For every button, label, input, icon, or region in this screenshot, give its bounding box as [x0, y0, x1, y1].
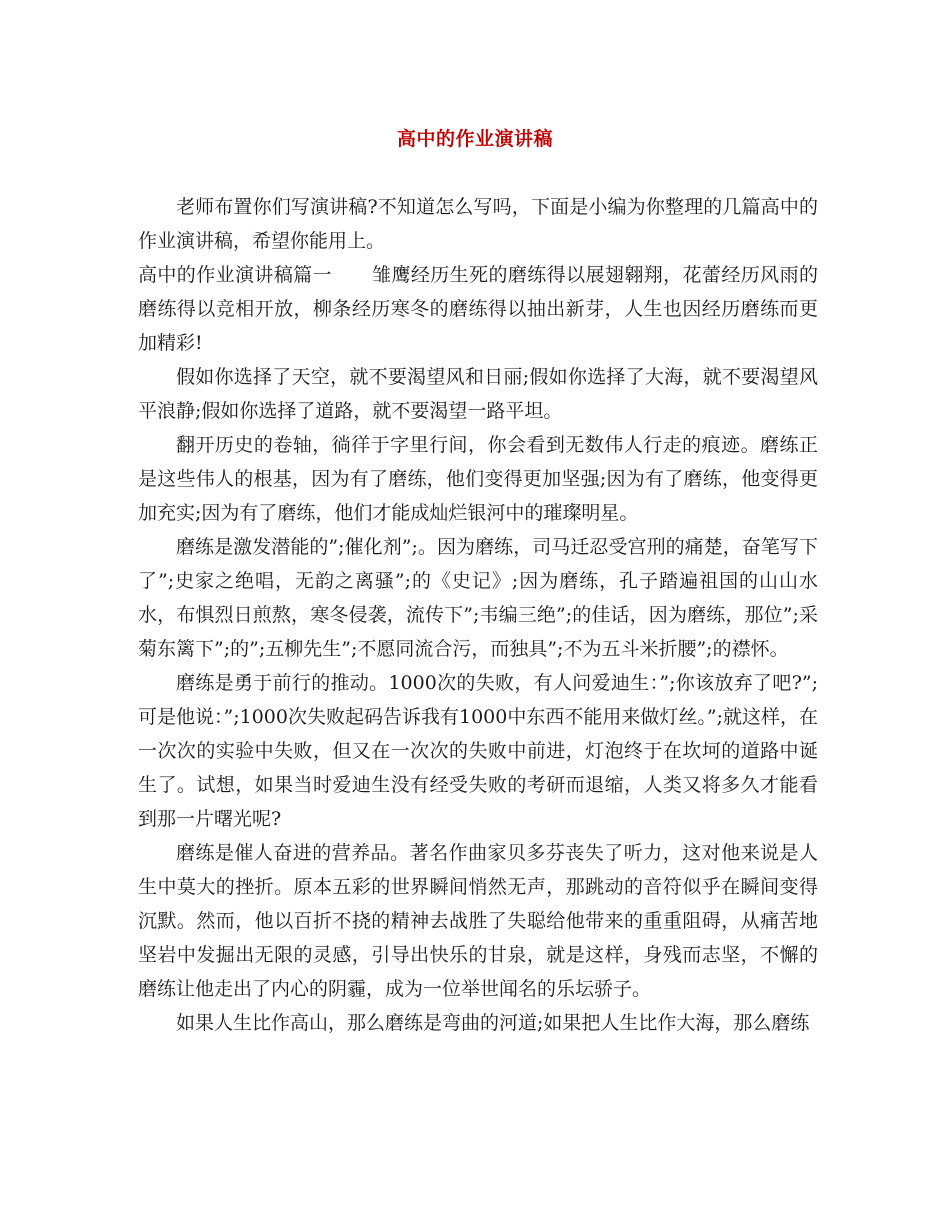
intro-paragraph: 老师布置你们写演讲稿?不知道怎么写吗，下面是小编为你整理的几篇高中的作业演讲稿，希望你能用上。 [138, 196, 818, 252]
body-paragraph: 磨练是催人奋进的营养品。著名作曲家贝多芬丧失了听力，这对他来说是人生中莫大的挫折。原本五彩的世界瞬间悄然无声，那跳动的音符似乎在瞬间变得沉默。然而，他以百折不挠的精神去战胜了失聪给他带来的重重阻碍，从痛苦地坚岩中发掘出无限的灵感，引导出快乐的甘泉，就是这样，身残而志坚，不懈的磨练让他走出了内心的阴霾，成为一位举世闻名的乐坛骄子。 [138, 842, 818, 1000]
document-title: 高中的作业演讲稿 [396, 128, 553, 150]
section-one-paragraph [138, 258, 818, 360]
section-label: 高中的作业演讲稿篇一 [138, 264, 333, 286]
section-first-paragraph: 雏鹰经历生死的磨练得以展翅翱翔，花蕾经历风雨的磨练得以竞相开放，柳条经历寒冬的磨练得以抽出新芽，人生也因经历磨练而更加精彩! [138, 264, 818, 354]
body-paragraph: 假如你选择了天空，就不要渴望风和日丽;假如你选择了大海，就不要渴望风平浪静;假如你选择了道路，就不要渴望一路平坦。 [138, 366, 818, 422]
body-paragraph: 磨练是激发潜能的”;催化剂”;。因为磨练，司马迁忍受宫刑的痛楚，奋笔写下了”;史家之绝唱，无韵之离骚”;的《史记》;因为磨练，孔子踏遍祖国的山山水水，布惧烈日煎熬，寒冬侵袭，流传下”;韦编三绝”;的佳话，因为磨练，那位”;采菊东篱下”;的”;五柳先生”;不愿同流合污，而独具”;不为五斗米折腰”;的襟怀。 [138, 536, 818, 660]
body-paragraph: 磨练是勇于前行的推动。1000次的失败，有人问爱迪生：”;你该放弃了吧?”;可是他说：”;1000次失败起码告诉我有1000中东西不能用来做灯丝。”;就这样，在一次次的实验中失败，但又在一次次的失败中前进，灯泡终于在坎坷的道路中诞生了。试想，如果当时爱迪生没有经受失败的考研而退缩，人类又将多久才能看到那一片曙光呢? [138, 672, 818, 830]
body-paragraph: 如果人生比作高山，那么磨练是弯曲的河道;如果把人生比作大海，那么磨练 [176, 1012, 810, 1034]
document-body [138, 190, 818, 1040]
body-paragraph: 翻开历史的卷轴，徜徉于字里行间，你会看到无数伟人行走的痕迹。磨练正是这些伟人的根基，因为有了磨练，他们变得更加坚强;因为有了磨练，他变得更加充实;因为有了磨练，他们才能成灿烂银河中的璀璨明星。 [138, 434, 818, 524]
